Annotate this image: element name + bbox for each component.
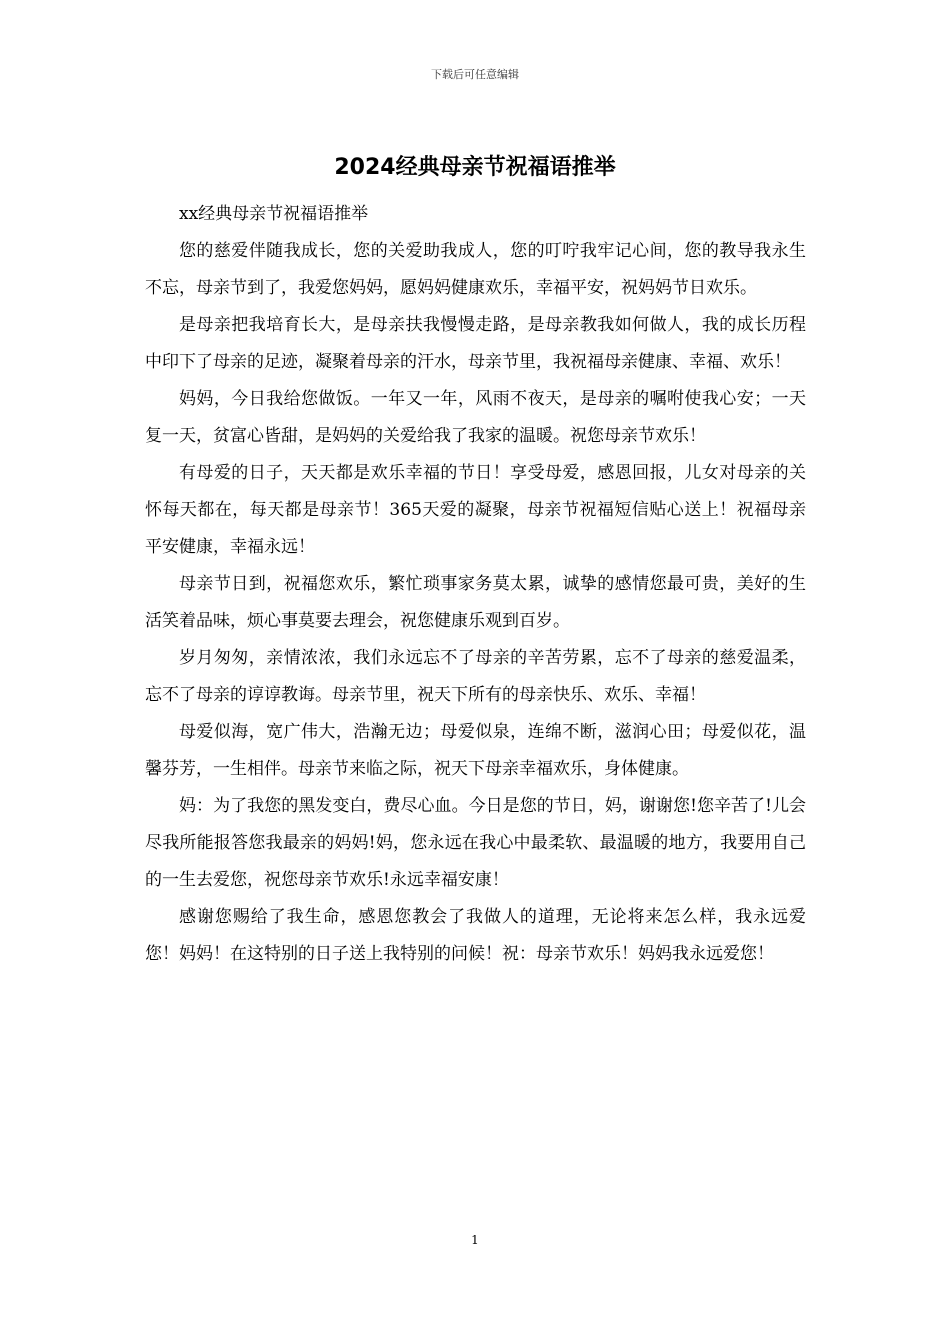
page-header: 下载后可任意编辑 — [431, 68, 519, 81]
paragraph: 妈：为了我您的黑发变白，费尽心血。今日是您的节日，妈，谢谢您!您辛苦了!儿会尽我所能报答您我最亲的妈妈!妈，您永远在我心中最柔软、最温暖的地方，我要用自己的一生去爱您，祝您母亲节欢乐!永远幸福安康！ — [145, 796, 806, 890]
paragraph: xx经典母亲节祝福语推举 — [179, 204, 369, 224]
paragraph: 妈妈，今日我给您做饭。一年又一年，风雨不夜天，是母亲的嘱咐使我心安；一天复一天，贫富心皆甜，是妈妈的关爱给我了我家的温暖。祝您母亲节欢乐！ — [145, 389, 806, 446]
page-number: 1 — [471, 1233, 479, 1247]
paragraph: 母爱似海，宽广伟大，浩瀚无边；母爱似泉，连绵不断，滋润心田；母爱似花，温馨芬芳，一生相伴。母亲节来临之际，祝天下母亲幸福欢乐，身体健康。 — [145, 722, 806, 779]
document-title: 2024经典母亲节祝福语推举 — [334, 155, 616, 180]
paragraph: 有母爱的日子，天天都是欢乐幸福的节日！享受母爱，感恩回报，儿女对母亲的关怀每天都在，每天都是母亲节！365天爱的凝聚，母亲节祝福短信贴心送上！祝福母亲平安健康，幸福永远！ — [145, 463, 806, 557]
paragraph: 是母亲把我培育长大，是母亲扶我慢慢走路，是母亲教我如何做人，我的成长历程中印下了母亲的足迹，凝聚着母亲的汗水，母亲节里，我祝福母亲健康、幸福、欢乐！ — [145, 315, 806, 372]
paragraph: 母亲节日到，祝福您欢乐，繁忙琐事家务莫太累，诚挚的感情您最可贵，美好的生活笑着品味，烦心事莫要去理会，祝您健康乐观到百岁。 — [145, 574, 806, 631]
paragraph: 岁月匆匆，亲情浓浓，我们永远忘不了母亲的辛苦劳累，忘不了母亲的慈爱温柔，忘不了母亲的谆谆教诲。母亲节里，祝天下所有的母亲快乐、欢乐、幸福！ — [145, 648, 806, 705]
document-body — [145, 196, 806, 973]
paragraph: 感谢您赐给了我生命，感恩您教会了我做人的道理，无论将来怎么样，我永远爱您！妈妈！在这特别的日子送上我特别的问候！祝：母亲节欢乐！妈妈我永远爱您！ — [145, 907, 806, 964]
paragraph: 您的慈爱伴随我成长，您的关爱助我成人，您的叮咛我牢记心间，您的教导我永生不忘，母亲节到了，我爱您妈妈，愿妈妈健康欢乐，幸福平安，祝妈妈节日欢乐。 — [145, 241, 806, 298]
